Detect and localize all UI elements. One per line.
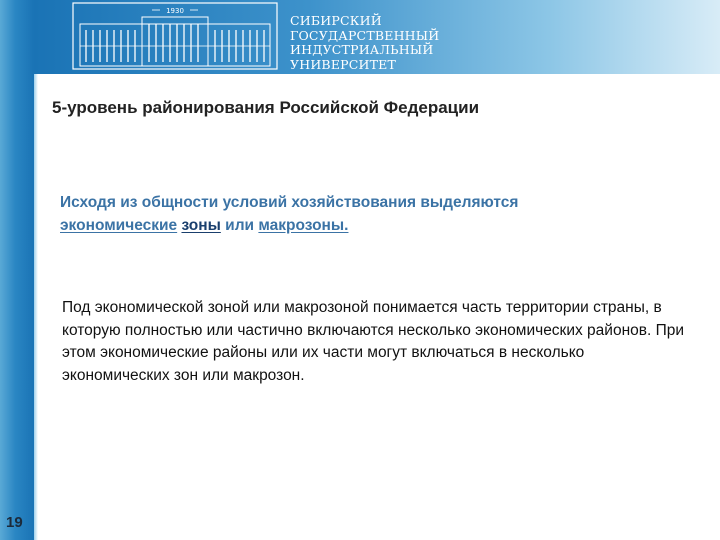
university-name-line-1: СИБИРСКИЙ	[290, 13, 382, 28]
economic-link[interactable]: экономические	[60, 217, 178, 234]
zones-link[interactable]: зоны	[181, 217, 221, 234]
logo-year: 1930	[166, 7, 184, 15]
university-name-line-2: ГОСУДАРСТВЕННЫЙ	[290, 27, 440, 43]
university-name-line-3: ИНДУСТРИАЛЬНЫЙ	[290, 42, 434, 57]
header-band	[34, 0, 720, 74]
university-name	[290, 14, 439, 72]
slide-title: 5-уровень районирования Российской Федерации	[52, 98, 480, 117]
university-name-line-4: УНИВЕРСИТЕТ	[290, 56, 397, 72]
lead-connector: или	[225, 217, 255, 234]
left-accent-bar	[0, 0, 34, 540]
lead-text: Исходя из общности условий хозяйствования выделяются	[60, 194, 519, 211]
university-building-logo	[72, 2, 278, 70]
definition-paragraph: Под экономической зоной или макрозоной понимается часть территории страны, в которую полностью или частично включаются несколько экономических районов. При этом экономические районы или их части могут включаться в несколько экономических зон или макрозон.	[62, 299, 685, 384]
lead-paragraph	[60, 191, 620, 237]
macrozones-link[interactable]: макрозоны.	[258, 217, 349, 234]
page-number: 19	[6, 514, 23, 531]
